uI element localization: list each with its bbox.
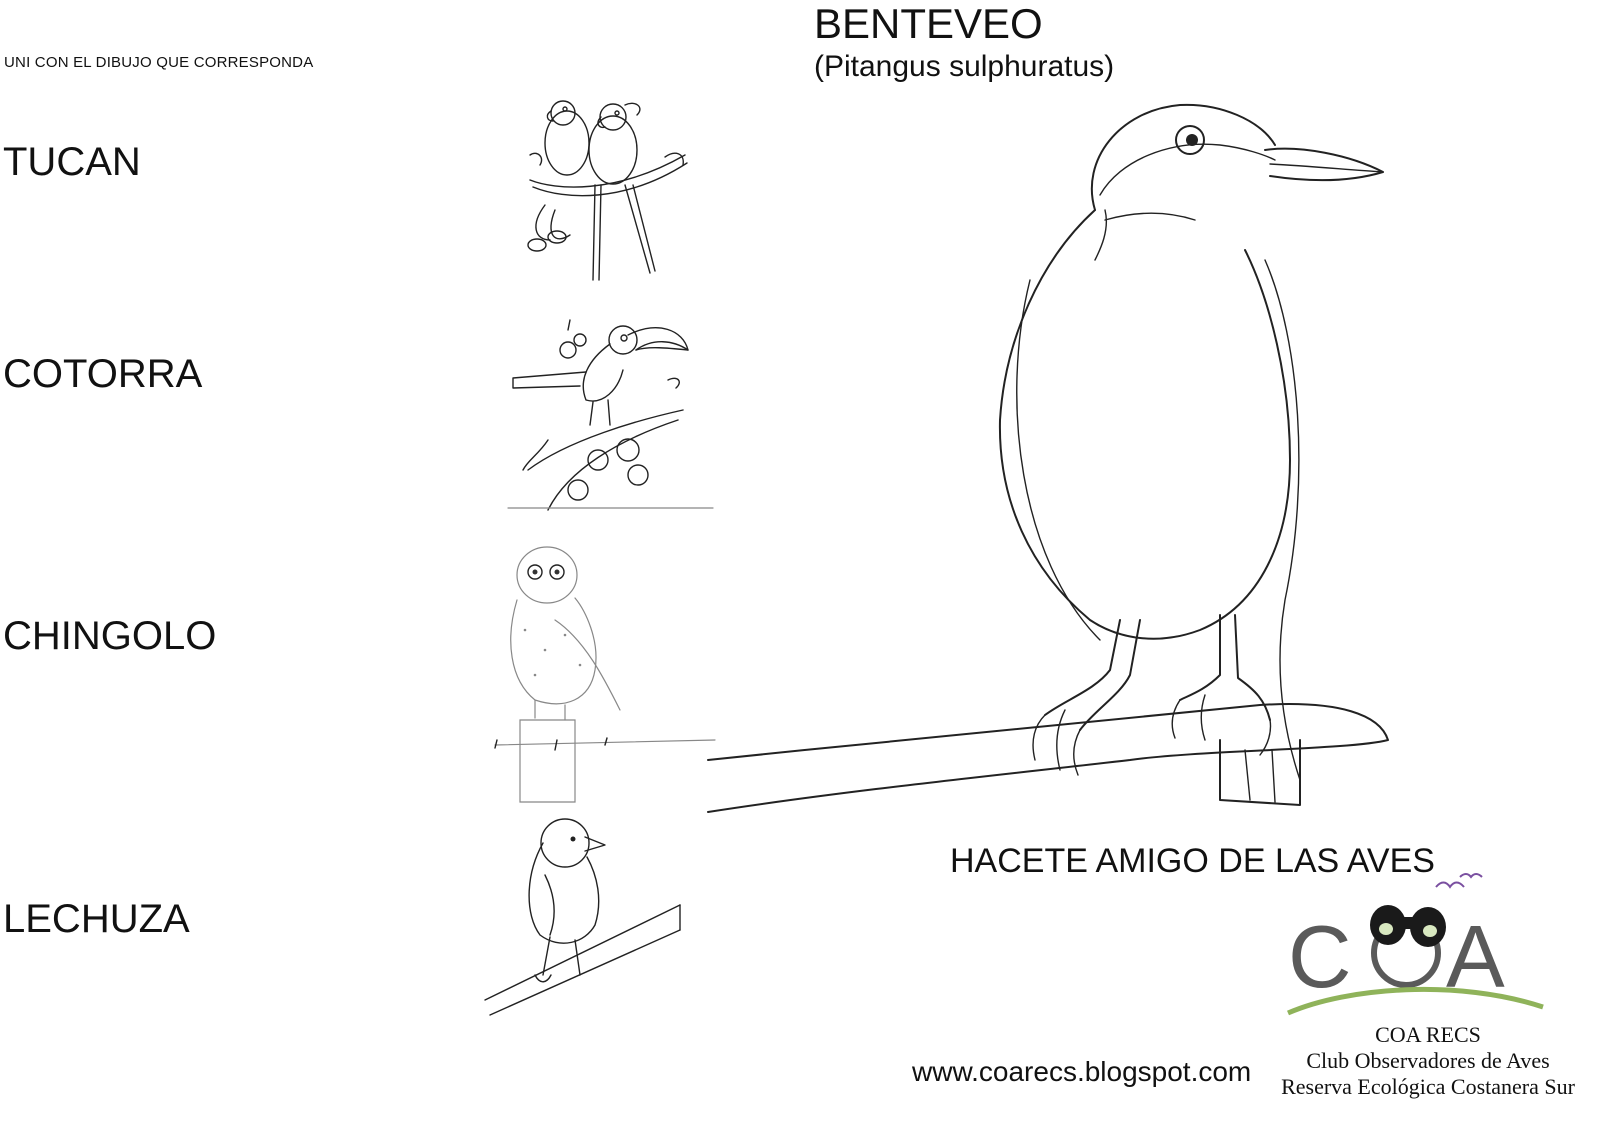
kiskadee-drawing	[700, 100, 1400, 820]
binoculars-icon	[1370, 905, 1446, 947]
toucan-drawing	[508, 310, 713, 520]
coa-logo	[1288, 875, 1548, 1020]
logo-line-reserva: Reserva Ecológica Costanera Sur	[1281, 1074, 1575, 1099]
logo-line-club: Club Observadores de Aves	[1306, 1048, 1550, 1073]
logo-letter-c: C	[1288, 907, 1352, 1006]
logo-letter-a: A	[1446, 907, 1505, 1006]
bird-name-cotorra: COTORRA	[3, 352, 203, 396]
instruction-text: UNI CON EL DIBUJO QUE CORRESPONDA	[4, 54, 314, 71]
page-title: BENTEVEO	[814, 0, 1043, 47]
scientific-name: (Pitangus sulphuratus)	[814, 50, 1115, 83]
bird-name-chingolo: CHINGOLO	[3, 614, 217, 658]
owl-drawing	[495, 540, 715, 805]
website-link[interactable]: www.coarecs.blogspot.com	[912, 1056, 1252, 1087]
flying-birds-icon	[1436, 874, 1482, 887]
logo-line-coa-recs: COA RECS	[1375, 1022, 1481, 1047]
bird-name-lechuza: LECHUZA	[3, 897, 190, 941]
bird-name-tucan: TUCAN	[3, 140, 141, 184]
slogan-text: HACETE AMIGO DE LAS AVES	[950, 842, 1435, 880]
sparrow-drawing	[485, 815, 685, 1020]
parrots-drawing	[525, 95, 690, 290]
